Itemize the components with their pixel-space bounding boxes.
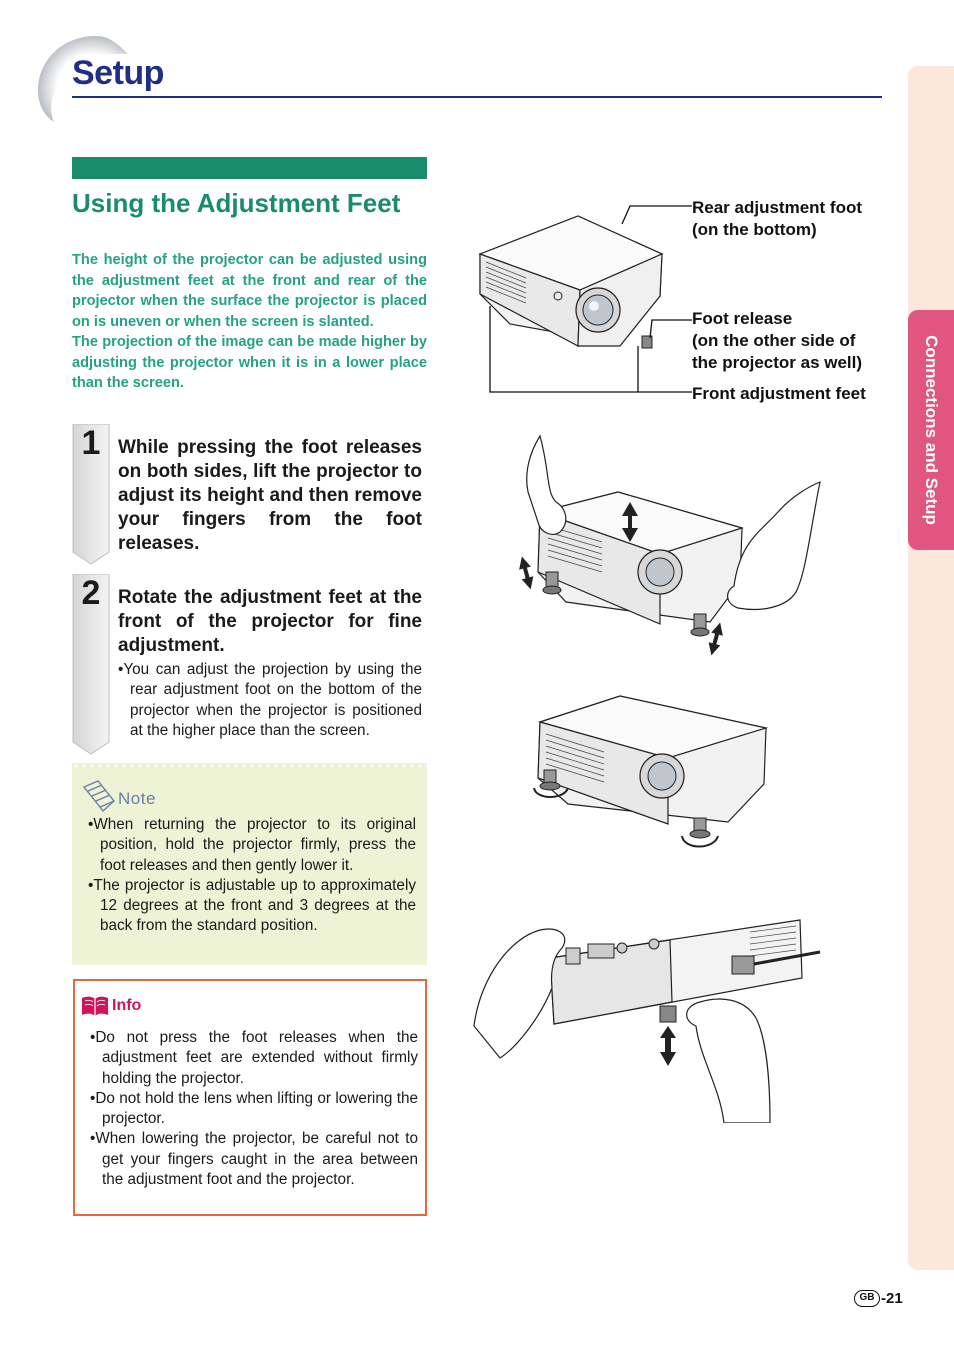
- pencil-note-icon: [80, 777, 120, 813]
- step-1: [72, 424, 427, 569]
- callout-line: the projector as well): [692, 353, 863, 372]
- step-heading: While pressing the foot releases on both sides, lift the projector to adjust its height and then remove your fingers from the foot releases.: [118, 437, 422, 554]
- info-text: Do not press the foot releases when the adjustment feet are extended without firmly holding the projector.: [95, 1029, 418, 1087]
- callout-line: Rear adjustment foot: [692, 198, 863, 217]
- rotating-feet-illustration: [528, 692, 773, 862]
- page-number-text: -21: [881, 1290, 903, 1307]
- callout-line: (on the other side of: [692, 331, 856, 350]
- list-item: •You can adjust the projection by using the rear adjustment foot on the bottom of the projector when the projector is positioned at the higher place than the screen.: [118, 661, 422, 739]
- callout-line: (on the bottom): [692, 220, 817, 239]
- bullet-text: You can adjust the projection by using the rear adjustment foot on the bottom of the projector when the projector is positioned at the higher place than the screen.: [123, 661, 422, 739]
- info-text: When lowering the projector, be careful not to get your fingers caught in the area between the adjustment foot and the projector.: [95, 1130, 418, 1189]
- lifting-projector-illustration: [510, 432, 830, 662]
- note-dotted-edge: [72, 763, 427, 769]
- step-number: 1: [81, 424, 101, 462]
- book-icon: [81, 995, 109, 1017]
- rear-foot-illustration: [470, 918, 830, 1123]
- step-2: [72, 574, 427, 759]
- intro-paragraph: The projection of the image can be made higher by adjusting the projector when it is in a lower place than the screen.: [72, 334, 427, 391]
- foot-release-callout: [692, 308, 862, 374]
- page-number: [854, 1290, 903, 1307]
- note-list: [88, 815, 416, 937]
- page-title: Setup: [72, 54, 164, 92]
- list-item: •Do not hold the lens when lifting or lowering the projector.: [90, 1089, 418, 1128]
- section-bar: [72, 157, 427, 179]
- side-band: [908, 66, 954, 1270]
- chapter-tab-label: Connections and Setup: [922, 335, 941, 525]
- note-text: When returning the projector to its original position, hold the projector firmly, press the foot releases and then gently lower it.: [93, 816, 416, 874]
- info-list: [90, 1028, 418, 1190]
- region-badge: GB: [854, 1290, 880, 1307]
- intro-paragraph: The height of the projector can be adjusted using the adjustment feet at the front and rear of the projector when the surface the projector is placed on is uneven or when the screen is slanted.: [72, 252, 427, 330]
- list-item: •When lowering the projector, be careful not to get your fingers caught in the area between the adjustment foot and the projector.: [90, 1130, 418, 1189]
- info-label: Info: [112, 997, 142, 1014]
- list-item: •Do not press the foot releases when the adjustment feet are extended without firmly holding the projector.: [90, 1029, 418, 1087]
- list-item: •The projector is adjustable up to approximately 12 degrees at the front and 3 degrees at the back from the standard position.: [88, 876, 416, 935]
- section-title: Using the Adjustment Feet: [72, 188, 401, 218]
- section-intro: [72, 250, 427, 394]
- front-adjustment-feet-callout: Front adjustment feet: [692, 384, 866, 403]
- list-item: •When returning the projector to its original position, hold the projector firmly, press the foot releases and then gently lower it.: [88, 816, 416, 874]
- projector-callout-illustration: [470, 196, 700, 401]
- title-rule: [72, 96, 882, 98]
- step-heading: Rotate the adjustment feet at the front of the projector for fine adjustment.: [118, 587, 422, 656]
- rear-adjustment-foot-callout: [692, 197, 862, 241]
- note-box: [72, 763, 427, 965]
- info-text: Do not hold the lens when lifting or lowering the projector.: [95, 1089, 418, 1128]
- note-label: Note: [118, 789, 156, 808]
- note-text: The projector is adjustable up to approximately 12 degrees at the front and 3 degrees at the back from the standard position.: [93, 876, 416, 935]
- step-bullet: [118, 660, 422, 741]
- callout-line: Foot release: [692, 309, 793, 328]
- info-box: [73, 979, 427, 1216]
- step-number: 2: [81, 574, 101, 612]
